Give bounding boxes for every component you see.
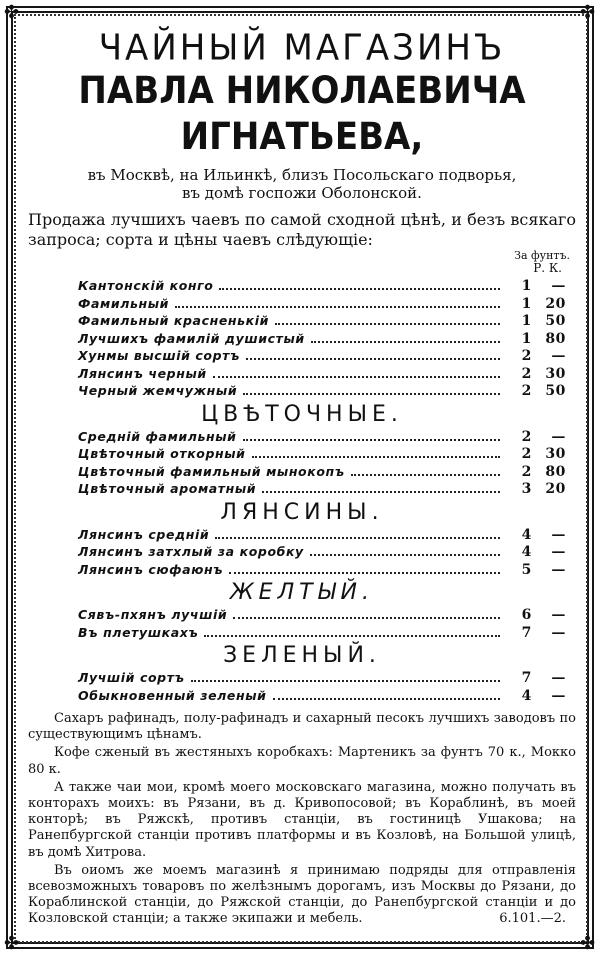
price-unit-label: За фунтъ. (514, 249, 570, 262)
list-item: Сявъ-пхянъ лучшій 6 — (78, 607, 566, 623)
section-title: ЗЕЛЕНЫЙ. (223, 643, 381, 668)
list-item: Хунмы высшій сортъ 2 — (78, 348, 566, 364)
section-title: ЛЯНСИНЫ. (220, 499, 384, 525)
tea-list-lyansin (28, 527, 576, 580)
list-item: Цвѣточный фамильный мынокопъ 2 80 (78, 463, 566, 480)
list-item: Лучшій сортъ 7 — (78, 670, 566, 686)
branches-paragraph: А также чаи мои, кромѣ моего московскаго магазина, можно получать въ конторахъ моихъ: въ Рязани, въ д. Кривопосовой; въ Кораблинѣ, въ моей конторѣ; въ Ряжскѣ, противъ станціи, въ гостиницѣ Ушакова; на Ранепбургской станціи противъ платформы и въ Козловѣ, на Большой улицѣ, въ домѣ Хитрова. (28, 779, 576, 860)
list-item: Черный жемчужный 2 50 (78, 383, 566, 399)
tea-list-yellow (28, 607, 576, 642)
corner-ornament-icon: ✤ (4, 2, 20, 23)
list-item: Лянсинъ средній 4 — (78, 526, 566, 543)
owner-name: ПАВЛА НИКОЛАЕВИЧА ИГНАТЬЕВА, (78, 69, 526, 158)
section-title: ЦВѢТОЧНЫЕ. (201, 401, 403, 427)
shop-title: ЧАЙНЫЙ МАГАЗИНЪ (98, 27, 506, 69)
address-line-1: въ Москвѣ, на Ильинкѣ, близъ Посольскаго подворья, (87, 166, 517, 184)
list-item: Средній фамильный 2 — (78, 428, 566, 445)
address-line-2: въ домѣ госпожи Оболонской. (182, 184, 422, 202)
ad-code: 6.101.—2. (499, 911, 566, 927)
corner-ornament-icon: ✤ (580, 933, 596, 954)
list-item: Обыкновенный зеленый 4 — (78, 687, 566, 704)
tea-list-green (28, 670, 576, 705)
list-item: Въ плетушкахъ 7 — (78, 624, 566, 641)
list-item: Кантонскій конго 1 — (78, 278, 566, 294)
section-title: ЖЕЛТЫЙ. (229, 580, 375, 605)
list-item: Фамильный красненькій 1 50 (78, 313, 566, 329)
list-item: Лучшихъ фамилій душистый 1 80 (78, 330, 566, 347)
delivery-paragraph: Въ оиомъ же моемъ магазинѣ я принимаю подряды для отправленія всевозможныхъ товаровъ по желѣзнымъ дорогамъ, изъ Москвы до Рязани, до Кораблинской станціи, до Ряжской станціи, до Ранепбургской станціи и до Козловской станціи; а также экипажи и мебель. 6.101.—2. (28, 862, 576, 927)
sugar-note: Сахаръ рафинадъ, полу-рафинадъ и сахарный песокъ лучшихъ заводовъ по существующимъ цѣнамъ. (28, 711, 576, 743)
tea-list-flower (28, 429, 576, 499)
intro-text: Продажа лучшихъ чаевъ по самой сходной цѣнѣ, и безъ всякаго запроса; сорта и цѣны чаевъ слѣдующіе: (28, 210, 576, 249)
price-columns-label: Р. К. (533, 261, 562, 275)
corner-ornament-icon: ✤ (580, 2, 596, 23)
tea-list-general (28, 278, 576, 401)
list-item: Лянсинъ черный 2 30 (78, 365, 566, 382)
list-item: Фамильный 1 20 (78, 295, 566, 312)
list-item: Цвѣточный ароматный 3 20 (78, 481, 566, 497)
list-item: Лянсинъ затхлый за коробку 4 — (78, 544, 566, 560)
list-item: Цвѣточный откорный 2 30 (78, 446, 566, 462)
coffee-note: Кофе сженый въ жестяныхъ коробкахъ: Мартеникъ за фунтъ 70 к., Мокко 80 к. (28, 745, 576, 777)
corner-ornament-icon: ✤ (4, 933, 20, 954)
list-item: Лянсинъ сюфаюнъ 5 — (78, 561, 566, 578)
advertisement (28, 22, 576, 932)
